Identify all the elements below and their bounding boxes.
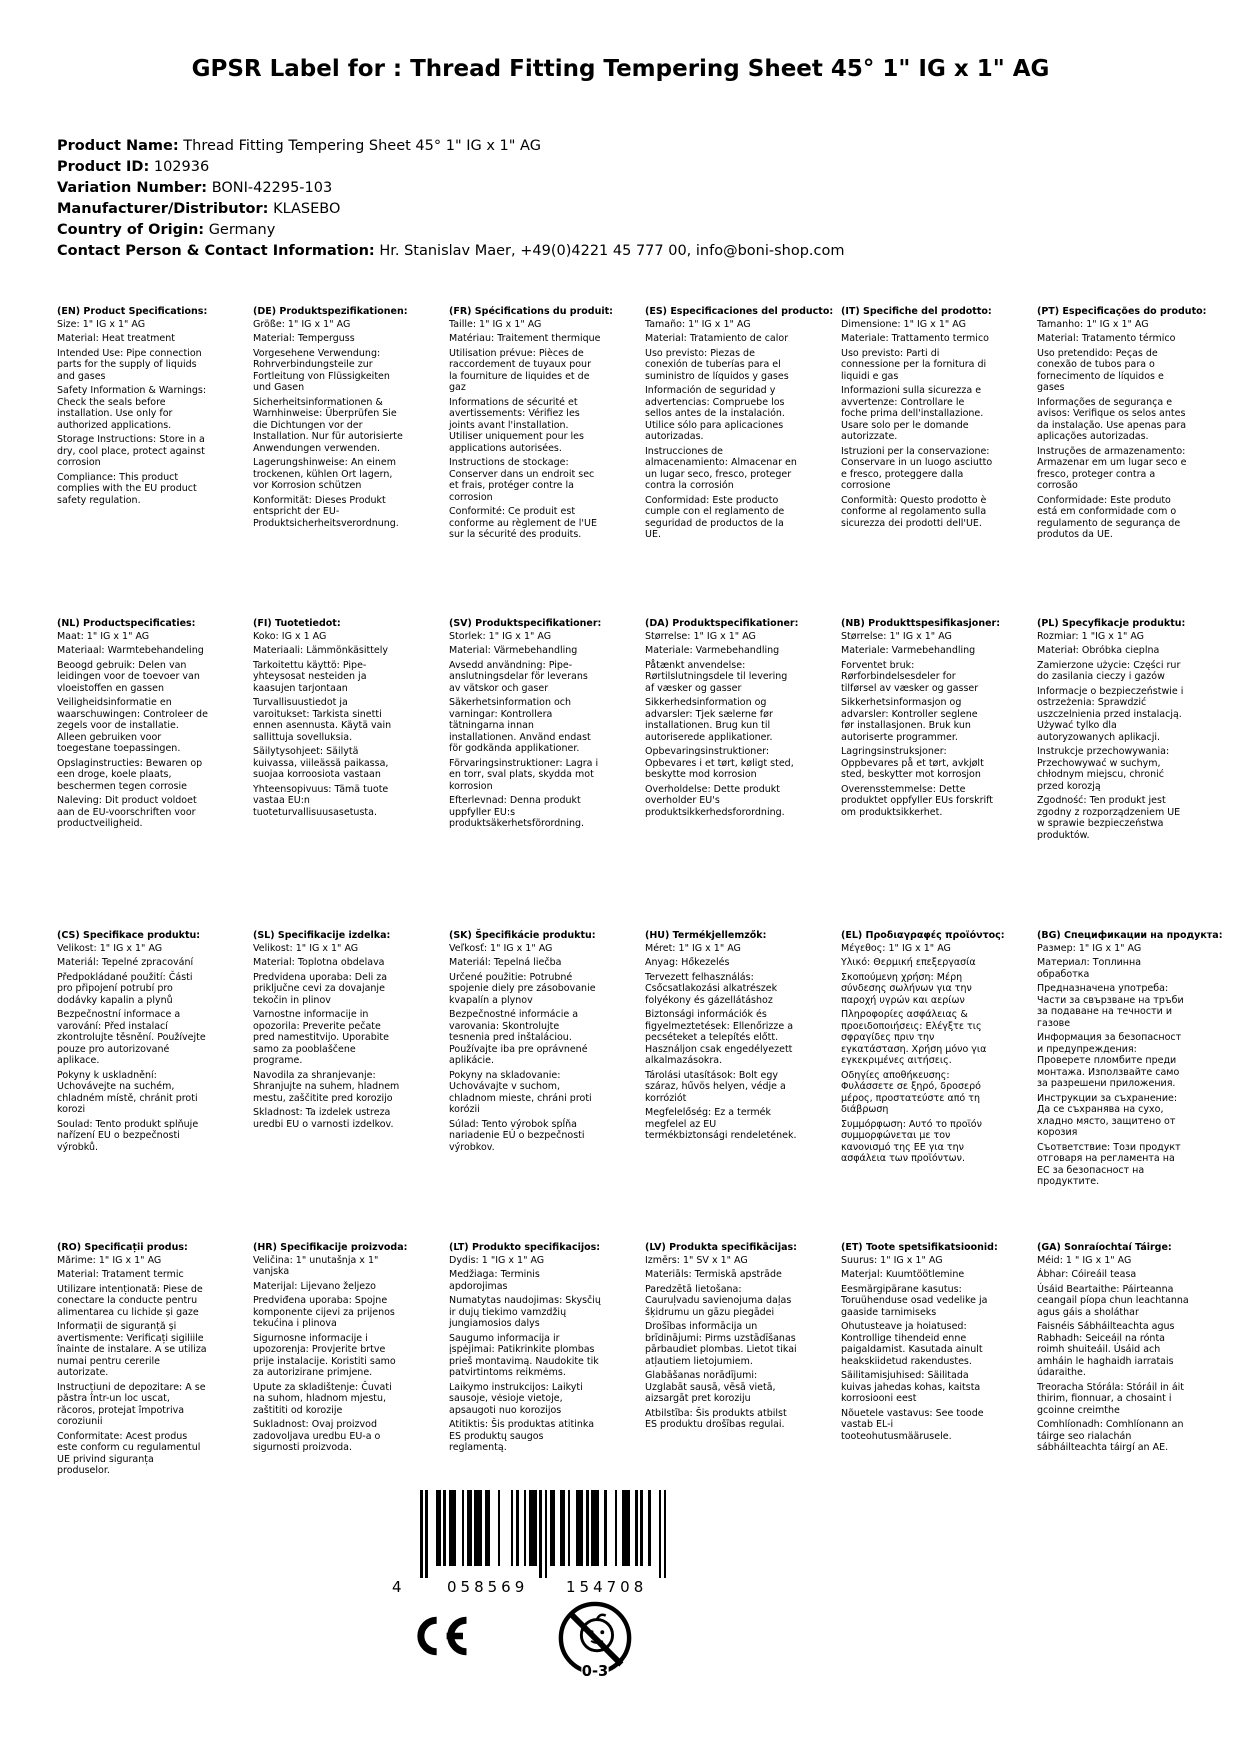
spec-block-header: (DA) Produktspecifikationer: bbox=[645, 618, 799, 629]
spec-paragraph: Upute za skladištenje: Čuvati na suhom, hladnom mjestu, zaštititi od korozije bbox=[253, 1381, 392, 1416]
spec-block-header: (GA) Sonraíochtaí Táirge: bbox=[1037, 1242, 1172, 1253]
spec-paragraph: Uso previsto: Parti di connessione per la fornitura di liquidi e gas bbox=[841, 347, 987, 382]
spec-block-fi bbox=[253, 618, 405, 930]
spec-paragraph: Materiál: Tepelná liečba bbox=[449, 957, 562, 968]
spec-block-hr bbox=[253, 1242, 408, 1554]
spec-paragraph: Instructions de stockage: Conserver dans un endroit sec et frais, protéger contre la corrosion bbox=[449, 457, 595, 503]
country-of-origin-row bbox=[57, 220, 845, 241]
spec-paragraph: Instrucciones de almacenamiento: Almacenar en un lugar seco, fresco, proteger contra la corrosión bbox=[645, 445, 797, 491]
spec-block-header: (FR) Spécifications du produit: bbox=[449, 306, 613, 317]
spec-paragraph: Koko: IG x 1 AG bbox=[253, 630, 327, 642]
contact-row bbox=[57, 241, 845, 262]
spec-paragraph: Předpokládané použití: Části pro připojení potrubí pro dodávky kapalin a plynů bbox=[57, 971, 193, 1006]
spec-block-header: (DE) Produktspezifikationen: bbox=[253, 306, 408, 317]
spec-block-header: (SV) Produktspecifikationer: bbox=[449, 618, 602, 629]
spec-block-header: (ES) Especificaciones del producto: bbox=[645, 306, 834, 317]
product-id-value: 102936 bbox=[153, 159, 210, 175]
age-warning-0-3-icon bbox=[556, 1598, 634, 1686]
spec-paragraph: Suurus: 1" IG x 1" AG bbox=[841, 1254, 943, 1266]
spec-paragraph: Dimensione: 1" IG x 1" AG bbox=[841, 318, 966, 330]
spec-paragraph: Informazioni sulla sicurezza e avvertenze: Controllare le foche prima dell'installazione. Usare solo per le domande autorizzate. bbox=[841, 385, 984, 442]
spec-paragraph: Material: Heat treatment bbox=[57, 333, 176, 344]
spec-block-header: (NB) Produkttspesifikasjoner: bbox=[841, 618, 1001, 629]
contact-label: Contact Person & Contact Information: bbox=[57, 243, 375, 259]
spec-block-header: (PL) Specyfikacje produktu: bbox=[1037, 618, 1186, 629]
spec-paragraph: Förvaringsinstruktioner: Lagra i en torr, sval plats, skydda mot korrosion bbox=[449, 757, 599, 792]
barcode-left-group: 058569 bbox=[447, 1578, 529, 1596]
spec-paragraph: Ábhar: Cóireáil teasa bbox=[1037, 1269, 1137, 1280]
spec-paragraph: Informacje o bezpieczeństwie i ostrzeżenia: Sprawdzić uszczelnienia przed instalacją. Używać tylko dla autoryzowanych aplikacji. bbox=[1037, 685, 1184, 743]
product-id-label: Product ID: bbox=[57, 159, 150, 175]
spec-paragraph: Materiał: Obróbka cieplna bbox=[1037, 645, 1160, 656]
page-title: GPSR Label for : Thread Fitting Tempering Sheet 45° 1" IG x 1" AG bbox=[191, 56, 1050, 82]
spec-paragraph: Conformidade: Este produto está em conformidade com o regulamento de segurança de produtos da UE. bbox=[1037, 494, 1181, 540]
spec-paragraph: Overholdelse: Dette produkt overholder EU's produktsikkerhedsforordning. bbox=[645, 783, 785, 818]
spec-paragraph: Información de seguridad y advertencias: Compruebe los sellos antes de la instalación. Utilice sólo para aplicaciones autorizadas. bbox=[645, 385, 785, 442]
country-of-origin-label: Country of Origin: bbox=[57, 222, 205, 238]
spec-paragraph: Méid: 1 " IG x 1" AG bbox=[1037, 1254, 1132, 1266]
spec-paragraph: Size: 1" IG x 1" AG bbox=[57, 318, 146, 330]
spec-paragraph: Comhlíonadh: Comhlíonann an táirge seo rialachán sábháilteachta táirgí an AE. bbox=[1037, 1419, 1184, 1453]
variation-number-value: BONI-42295-103 bbox=[211, 180, 333, 196]
spec-paragraph: Materiale: Varmebehandling bbox=[645, 645, 780, 656]
spec-paragraph: Anyag: Hőkezelés bbox=[645, 957, 730, 968]
spec-paragraph: Maat: 1" IG x 1" AG bbox=[57, 630, 150, 642]
spec-paragraph: Veľkosť: 1" IG x 1" AG bbox=[449, 942, 553, 954]
spec-paragraph: Eesmärgipärane kasutus: Toruühenduse osad vedelike ja gaaside tarnimiseks bbox=[841, 1283, 988, 1318]
spec-block-header: (IT) Specifiche del prodotto: bbox=[841, 306, 992, 317]
spec-block-header: (NL) Productspecificaties: bbox=[57, 618, 196, 629]
spec-paragraph: Größe: 1" IG x 1" AG bbox=[253, 318, 351, 330]
spec-paragraph: Varnostne informacije in opozorila: Preverite pečate pred namestitvijo. Uporabite samo za pooblaščene programe. bbox=[253, 1009, 389, 1066]
spec-block-header: (HR) Specifikacije proizvoda: bbox=[253, 1242, 408, 1253]
spec-paragraph: Zamierzone użycie: Części rur do zasilania cieczy i gazów bbox=[1037, 659, 1181, 682]
spec-paragraph: Material: Tratament termic bbox=[57, 1269, 184, 1280]
ce-mark-icon bbox=[408, 1614, 470, 1662]
spec-block-header: (LT) Produkto specifikacijos: bbox=[449, 1242, 601, 1253]
spec-block-header: (SK) Špecifikácie produktu: bbox=[449, 930, 596, 941]
spec-block-sk bbox=[449, 930, 601, 1242]
manufacturer-label: Manufacturer/Distributor: bbox=[57, 201, 269, 217]
manufacturer-value: KLASEBO bbox=[273, 201, 341, 217]
spec-paragraph: Velikost: 1" IG x 1" AG bbox=[253, 942, 359, 954]
spec-paragraph: Предназначена употреба: Части за свързване на тръби за подаване на течности и газове bbox=[1037, 983, 1184, 1029]
spec-block-sl bbox=[253, 930, 405, 1242]
product-name-value: Thread Fitting Tempering Sheet 45° 1" IG x 1" AG bbox=[183, 138, 541, 154]
age-warning-text: 0-3 bbox=[581, 1663, 609, 1681]
spec-paragraph: Материал: Топлинна обработка bbox=[1037, 957, 1142, 980]
product-info-block bbox=[57, 136, 845, 262]
spec-paragraph: Påtænkt anvendelse: Rørtilslutningsdele til levering af væsker og gasser bbox=[645, 659, 788, 694]
spec-paragraph: Predviđena uporaba: Spojne komponente cijevi za prijenos tekućina i plinova bbox=[253, 1295, 395, 1329]
spec-block-de bbox=[253, 306, 408, 618]
spec-paragraph: Utilizare intenționată: Piese de conectare la conducte pentru alimentarea cu lichide și gaze bbox=[57, 1283, 203, 1318]
spec-paragraph: Atbilstība: Šis produkts atbilst ES produktu drošības regulai. bbox=[645, 1407, 787, 1430]
spec-paragraph: Informations de sécurité et avertissements: Vérifiez les joints avant l'installation. Utiliser uniquement pour les applications autorisées. bbox=[449, 396, 584, 454]
spec-paragraph: Matériau: Traitement thermique bbox=[449, 333, 601, 344]
spec-paragraph: Информация за безопасност и предупреждения: Проверете пломбите преди монтажа. Използвайте само за разрешени приложения. bbox=[1037, 1032, 1182, 1089]
spec-block-ga bbox=[1037, 1242, 1189, 1554]
spec-paragraph: Compliance: This product complies with the EU product safety regulation. bbox=[57, 471, 197, 506]
spec-paragraph: Sukladnost: Ovaj proizvod zadovoljava uredbu EU-a o sigurnosti proizvoda. bbox=[253, 1419, 381, 1453]
spec-block-header: (FI) Tuotetiedot: bbox=[253, 618, 341, 629]
spec-paragraph: Ohutusteave ja hoiatused: Kontrollige tihendeid enne paigaldamist. Kasutada ainult heakskiidetud rakendustes. bbox=[841, 1321, 983, 1367]
spec-paragraph: Størrelse: 1" IG x 1" AG bbox=[645, 630, 756, 642]
spec-paragraph: Materiale: Trattamento termico bbox=[841, 333, 989, 344]
spec-paragraph: Zgodność: Ten produkt jest zgodny z rozporządzeniem UE w sprawie bezpieczeństwa produktów. bbox=[1037, 795, 1181, 841]
spec-paragraph: Conformité: Ce produit est conforme au règlement de l'UE sur la sécurité des produits. bbox=[449, 506, 597, 540]
spec-block-fr bbox=[449, 306, 613, 618]
product-id-row bbox=[57, 157, 845, 178]
manufacturer-row bbox=[57, 199, 845, 220]
spec-paragraph: Materiaali: Lämmönkäsittely bbox=[253, 645, 389, 656]
spec-paragraph: Materijal: Lijevano željezo bbox=[253, 1280, 376, 1292]
spec-paragraph: Materiāls: Termiskā apstrāde bbox=[645, 1269, 782, 1280]
spec-paragraph: Instrucțiuni de depozitare: A se păstra într-un loc uscat, răcoros, protejat împotriva coroziunii bbox=[57, 1381, 206, 1427]
spec-paragraph: Инструкции за съхранение: Да се съхранява на сухо, хладно място, защитено от корозия bbox=[1037, 1092, 1178, 1138]
spec-paragraph: Atitiktis: Šis produktas atitinka ES produktų saugos reglamentą. bbox=[449, 1419, 595, 1453]
contact-value: Hr. Stanislav Maer, +49(0)4221 45 777 00, info@boni-shop.com bbox=[379, 243, 845, 259]
spec-block-pl bbox=[1037, 618, 1189, 930]
spec-block-header: (SL) Specifikacije izdelka: bbox=[253, 930, 391, 941]
spec-paragraph: Saugumo informacija ir įspėjimai: Patikrinkite plombas prieš montavimą. Naudokite tik patvirtintoms reikmėms. bbox=[449, 1332, 599, 1378]
spec-block-pt bbox=[1037, 306, 1207, 618]
barcode-right-group: 154708 bbox=[566, 1578, 648, 1596]
spec-paragraph: Tervezett felhasználás: Csőcsatlakozási alkatrészek folyékony és gázellátáshoz bbox=[645, 971, 778, 1006]
spec-paragraph: Materjal: Kuumtöötlemine bbox=[841, 1269, 965, 1280]
spec-paragraph: Intended Use: Pipe connection parts for the supply of liquids and gases bbox=[57, 347, 202, 382]
spec-paragraph: Lagringsinstruksjoner: Oppbevares på et tørt, avkjølt sted, beskytter mot korrosjon bbox=[841, 746, 984, 780]
spec-paragraph: Skladnost: Ta izdelek ustreza uredbi EU o varnosti izdelkov. bbox=[253, 1107, 394, 1130]
spec-paragraph: Navodila za shranjevanje: Shranjujte na suhem, hladnem mestu, zaščitite pred korozijo bbox=[253, 1069, 400, 1104]
spec-paragraph: Beoogd gebruik: Delen van leidingen voor de toevoer van vloeistoffen en gassen bbox=[57, 659, 200, 694]
spec-paragraph: Méret: 1" IG x 1" AG bbox=[645, 942, 741, 954]
spec-block-ro bbox=[57, 1242, 209, 1554]
spec-paragraph: Säilytysohjeet: Säilytä kuivassa, viileässä paikassa, suojaa korroosiota vastaan bbox=[253, 746, 389, 780]
spec-paragraph: Laikymo instrukcijos: Laikyti sausoje, vėsioje vietoje, apsaugoti nuo korozijos bbox=[449, 1381, 583, 1416]
spec-paragraph: Συμμόρφωση: Αυτό το προϊόν συμμορφώνεται με τον κανονισμό της ΕΕ για την ασφάλεια των προϊόντων. bbox=[841, 1118, 982, 1164]
spec-block-et bbox=[841, 1242, 998, 1554]
spec-paragraph: Storlek: 1" IG x 1" AG bbox=[449, 630, 552, 642]
specs-grid bbox=[57, 306, 1233, 1554]
variation-number-row bbox=[57, 178, 845, 199]
spec-paragraph: Uso pretendido: Peças de conexão de tubos para o fornecimento de líquidos e gases bbox=[1037, 347, 1164, 393]
spec-block-lv bbox=[645, 1242, 797, 1554]
spec-block-cs bbox=[57, 930, 209, 1242]
spec-block-da bbox=[645, 618, 797, 930]
spec-paragraph: Drošības informācija un brīdinājumi: Pirms uzstādīšanas pārbaudiet plombas. Lietot tikai atļautiem lietojumiem. bbox=[645, 1321, 797, 1367]
spec-block-header: (BG) Спецификации на продукта: bbox=[1037, 930, 1223, 941]
spec-paragraph: Utilisation prévue: Pièces de raccordement de tuyaux pour la fourniture de liquides et de gaz bbox=[449, 347, 591, 393]
spec-paragraph: Veličina: 1" unutašnja x 1" vanjska bbox=[253, 1254, 379, 1277]
spec-paragraph: Soulad: Tento produkt splňuje nařízení EU o bezpečnosti výrobků. bbox=[57, 1118, 199, 1153]
spec-paragraph: Material: Värmebehandling bbox=[449, 645, 578, 656]
spec-paragraph: Bezpečnostné informácie a varovania: Skontrolujte tesnenia pred inštaláciou. Používajte iba pre oprávnené aplikácie. bbox=[449, 1009, 588, 1066]
spec-paragraph: Overensstemmelse: Dette produktet oppfyller EUs forskrift om produktsikkerhet. bbox=[841, 783, 994, 818]
spec-paragraph: Materiaal: Warmtebehandeling bbox=[57, 645, 204, 656]
spec-paragraph: Οδηγίες αποθήκευσης: Φυλάσσετε σε ξηρό, δροσερό μέρος, προστατεύστε από τη διάβρωση bbox=[841, 1069, 981, 1115]
country-of-origin-value: Germany bbox=[208, 222, 276, 238]
spec-paragraph: Säkerhetsinformation och varningar: Kontrollera tätningarna innan installationen. Använd endast för godkända applikationer. bbox=[449, 697, 591, 754]
spec-paragraph: Biztonsági információk és figyelmeztetések: Ellenőrizze a pecséteket a telepítés előtt. Használjon csak engedélyezett alkalmazásokra. bbox=[645, 1009, 794, 1066]
spec-block-header: (LV) Produkta specifikācijas: bbox=[645, 1242, 797, 1253]
spec-paragraph: Material: Tratamento térmico bbox=[1037, 333, 1176, 344]
spec-paragraph: Predvidena uporaba: Deli za priključne cevi za dovajanje tekočin in plinov bbox=[253, 971, 388, 1006]
spec-block-bg bbox=[1037, 930, 1223, 1242]
spec-paragraph: Tamaño: 1" IG x 1" AG bbox=[645, 318, 751, 330]
spec-block-header: (ET) Toote spetsifikatsioonid: bbox=[841, 1242, 998, 1253]
spec-paragraph: Istruzioni per la conservazione: Conservare in un luogo asciutto e fresco, proteggere dalla corrosione bbox=[841, 445, 993, 491]
spec-paragraph: Material: Tratamiento de calor bbox=[645, 333, 789, 344]
spec-paragraph: Yhteensopivuus: Tämä tuote vastaa EU:n tuoteturvallisuusasetusta. bbox=[253, 783, 389, 818]
spec-paragraph: Turvallisuustiedot ja varoitukset: Tarkista sinetti ennen asennusta. Käytä vain sallittuja sovelluksia. bbox=[253, 697, 392, 743]
spec-block-nb bbox=[841, 618, 1001, 930]
spec-paragraph: Μέγεθος: 1" IG x 1" AG bbox=[841, 942, 951, 954]
spec-paragraph: Treoracha Stórála: Stóráil in áit thirim, fionnuar, a chosaint i gcoinne creimthe bbox=[1037, 1381, 1185, 1416]
spec-paragraph: Mărime: 1" IG x 1" AG bbox=[57, 1254, 162, 1266]
spec-paragraph: Πληροφορίες ασφάλειας & προειδοποιήσεις: Ελέγξτε τις σφραγίδες πριν την εγκατάσταση. Χρήση μόνο για εγκεκριμένες αιτήσεις. bbox=[841, 1009, 987, 1066]
spec-paragraph: Medžiaga: Terminis apdorojimas bbox=[449, 1269, 540, 1292]
spec-paragraph: Informații de siguranță și avertismente: Verificați sigiliile înainte de instalare. A se utiliza numai pentru cererile autorizate. bbox=[57, 1321, 207, 1378]
spec-paragraph: Opbevaringsinstruktioner: Opbevares i et tørt, køligt sted, beskytte mod korrosion bbox=[645, 746, 794, 780]
spec-paragraph: Megfelelőség: Ez a termék megfelel az EU termékbiztonsági rendeletének. bbox=[645, 1107, 797, 1141]
spec-block-nl bbox=[57, 618, 209, 930]
spec-paragraph: Lagerungshinweise: An einem trockenen, kühlen Ort lagern, vor Korrosion schützen bbox=[253, 457, 397, 491]
spec-paragraph: Instrukcje przechowywania: Przechowywać w suchym, chłodnym miejscu, chronić przed korozją bbox=[1037, 746, 1170, 792]
spec-paragraph: Σκοπούμενη χρήση: Μέρη σύνδεσης σωλήνων για την παροχή υγρών και αερίων bbox=[841, 971, 972, 1006]
spec-paragraph: Naleving: Dit product voldoet aan de EU-voorschriften voor productveiligheid. bbox=[57, 795, 197, 829]
ean13-barcode-bars bbox=[420, 1490, 666, 1578]
spec-paragraph: Určené použitie: Potrubné spojenie diely pre zásobovanie kvapalín a plynov bbox=[449, 971, 596, 1006]
spec-block-header: (EN) Product Specifications: bbox=[57, 306, 208, 317]
spec-paragraph: Materiale: Varmebehandling bbox=[841, 645, 976, 656]
spec-block-el bbox=[841, 930, 1005, 1242]
spec-paragraph: Paredzētā lietošana: Cauruļvadu savienojuma daļas šķidrumu un gāzu piegādei bbox=[645, 1283, 792, 1318]
spec-paragraph: Nõuetele vastavus: See toode vastab EL-i tooteohutusmäärusele. bbox=[841, 1407, 984, 1442]
spec-paragraph: Avsedd användning: Pipe-anslutningsdelar för leverans av vätskor och gaser bbox=[449, 659, 588, 694]
spec-paragraph: Tárolási utasítások: Bolt egy száraz, hűvös helyen, védje a korróziót bbox=[645, 1069, 786, 1104]
spec-paragraph: Tarkoitettu käyttö: Pipe-yhteysosat nesteiden ja kaasujen tarjontaan bbox=[253, 659, 367, 694]
spec-paragraph: Material: Temperguss bbox=[253, 333, 355, 344]
spec-paragraph: Sicherheitsinformationen & Warnhinweise: Überprüfen Sie die Dichtungen vor der Installation. Nur für autorisierte Anwendungen verwenden. bbox=[253, 396, 403, 454]
spec-block-header: (CS) Specifikace produktu: bbox=[57, 930, 201, 941]
spec-paragraph: Conformitate: Acest produs este conform cu regulamentul UE privind siguranța produselor. bbox=[57, 1430, 201, 1476]
spec-paragraph: Glabāšanas norādījumi: Uzglabāt sausā, vēsā vietā, aizsargāt pret koroziju bbox=[645, 1370, 776, 1404]
spec-paragraph: Storage Instructions: Store in a dry, cool place, protect against corrosion bbox=[57, 434, 205, 468]
spec-paragraph: Conformidad: Este producto cumple con el reglamento de seguridad de productos de la UE. bbox=[645, 494, 785, 540]
spec-paragraph: Taille: 1" IG x 1" AG bbox=[449, 318, 542, 330]
spec-paragraph: Efterlevnad: Denna produkt uppfyller EU:s produktsäkerhetsförordning. bbox=[449, 795, 585, 829]
spec-paragraph: Materiál: Tepelné zpracování bbox=[57, 957, 194, 968]
product-name-label: Product Name: bbox=[57, 138, 179, 154]
spec-paragraph: Instruções de armazenamento: Armazenar em um lugar seco e fresco, proteger contra a corrosão bbox=[1037, 445, 1187, 491]
spec-paragraph: Tamanho: 1" IG x 1" AG bbox=[1037, 318, 1149, 330]
spec-paragraph: Material: Toplotna obdelava bbox=[253, 957, 385, 968]
spec-paragraph: Uso previsto: Piezas de conexión de tuberías para el suministro de líquidos y gases bbox=[645, 347, 789, 382]
spec-block-es bbox=[645, 306, 834, 618]
spec-paragraph: Størrelse: 1" IG x 1" AG bbox=[841, 630, 952, 642]
spec-block-header: (HU) Termékjellemzők: bbox=[645, 930, 767, 941]
variation-number-label: Variation Number: bbox=[57, 180, 208, 196]
spec-paragraph: Forventet bruk: Rørforbindelsesdeler for tilførsel av væsker og gasser bbox=[841, 659, 979, 694]
spec-paragraph: Izmērs: 1" SV x 1" AG bbox=[645, 1254, 748, 1266]
spec-paragraph: Sigurnosne informacije i upozorenja: Provjerite brtve prije instalacije. Koristiti samo za autorizirane primjene. bbox=[253, 1332, 396, 1378]
spec-paragraph: Súlad: Tento výrobok spĺňa nariadenie EÚ o bezpečnosti výrobkov. bbox=[449, 1118, 585, 1153]
spec-block-en bbox=[57, 306, 209, 618]
spec-paragraph: Pokyny na skladovanie: Uchovávajte v suchom, chladnom mieste, chráni proti korózii bbox=[449, 1069, 592, 1115]
spec-paragraph: Säilitamisjuhised: Säilitada kuivas jahedas kohas, kaitsta korrosiooni eest bbox=[841, 1370, 981, 1404]
spec-paragraph: Opslaginstructies: Bewaren op een droge, koele plaats, beschermen tegen corrosie bbox=[57, 757, 203, 792]
spec-paragraph: Vorgesehene Verwendung: Rohrverbindungsteile zur Fortleitung von Flüssigkeiten und Gasen bbox=[253, 347, 390, 393]
spec-paragraph: Sikkerhedsinformation og advarsler: Tjek sælerne før installationen. Brug kun til autoriserede applikationer. bbox=[645, 697, 773, 743]
spec-paragraph: Velikost: 1" IG x 1" AG bbox=[57, 942, 163, 954]
spec-paragraph: Informações de segurança e avisos: Verifique os selos antes da instalação. Use apenas para aplicações autorizadas. bbox=[1037, 396, 1187, 442]
spec-paragraph: Rozmiar: 1 "IG x 1" AG bbox=[1037, 630, 1145, 642]
spec-paragraph: Sikkerhetsinformasjon og advarsler: Kontroller seglene før installasjonen. Bruk kun autoriserte programmer. bbox=[841, 697, 978, 743]
spec-paragraph: Conformità: Questo prodotto è conforme al regolamento sulla sicurezza dei prodotti dell'UE. bbox=[841, 494, 987, 529]
spec-paragraph: Safety Information & Warnings: Check the seals before installation. Use only for authorized applications. bbox=[57, 385, 207, 431]
spec-paragraph: Veiligheidsinformatie en waarschuwingen: Controleer de zegels voor de installatie. Alleen gebruiken voor toegestane toepassingen. bbox=[57, 697, 208, 754]
spec-block-hu bbox=[645, 930, 797, 1242]
spec-block-it bbox=[841, 306, 993, 618]
spec-block-header: (RO) Specificații produs: bbox=[57, 1242, 188, 1253]
spec-paragraph: Numatytas naudojimas: Skysčių ir dujų tiekimo vamzdžių jungiamosios dalys bbox=[449, 1295, 601, 1329]
spec-block-sv bbox=[449, 618, 601, 930]
spec-paragraph: Bezpečnostní informace a varování: Před instalací zkontrolujte těsnění. Používejte pouze pro autorizované aplikace. bbox=[57, 1009, 206, 1066]
spec-paragraph: Pokyny k uskladnění: Uchovávejte na suchém, chladném místě, chránit proti korozi bbox=[57, 1069, 198, 1115]
spec-paragraph: Faisnéis Sábháilteachta agus Rabhadh: Seiceáil na rónta roimh shuiteáil. Úsáid ach amháin le haghaidh iarratais údaraithe. bbox=[1037, 1321, 1175, 1378]
barcode-lead-digit: 4 bbox=[392, 1578, 402, 1596]
product-name-row bbox=[57, 136, 845, 157]
barcode-bar bbox=[664, 1490, 667, 1578]
spec-paragraph: Размер: 1" IG x 1" AG bbox=[1037, 942, 1142, 954]
spec-paragraph: Съответствие: Този продукт отговаря на регламента на ЕС за безопасност на продуктите. bbox=[1037, 1141, 1181, 1187]
spec-paragraph: Dydis: 1 "IG x 1" AG bbox=[449, 1254, 545, 1266]
spec-block-header: (EL) Προδιαγραφές προϊόντος: bbox=[841, 930, 1005, 941]
spec-block-header: (PT) Especificações do produto: bbox=[1037, 306, 1207, 317]
spec-paragraph: Konformität: Dieses Produkt entspricht der EU-Produktsicherheitsverordnung. bbox=[253, 494, 399, 529]
spec-paragraph: Úsáid Beartaithe: Páirteanna ceangail píopa chun leachtanna agus gáis a sholáthar bbox=[1037, 1283, 1189, 1318]
spec-paragraph: Υλικό: Θερμική επεξεργασία bbox=[841, 957, 976, 968]
